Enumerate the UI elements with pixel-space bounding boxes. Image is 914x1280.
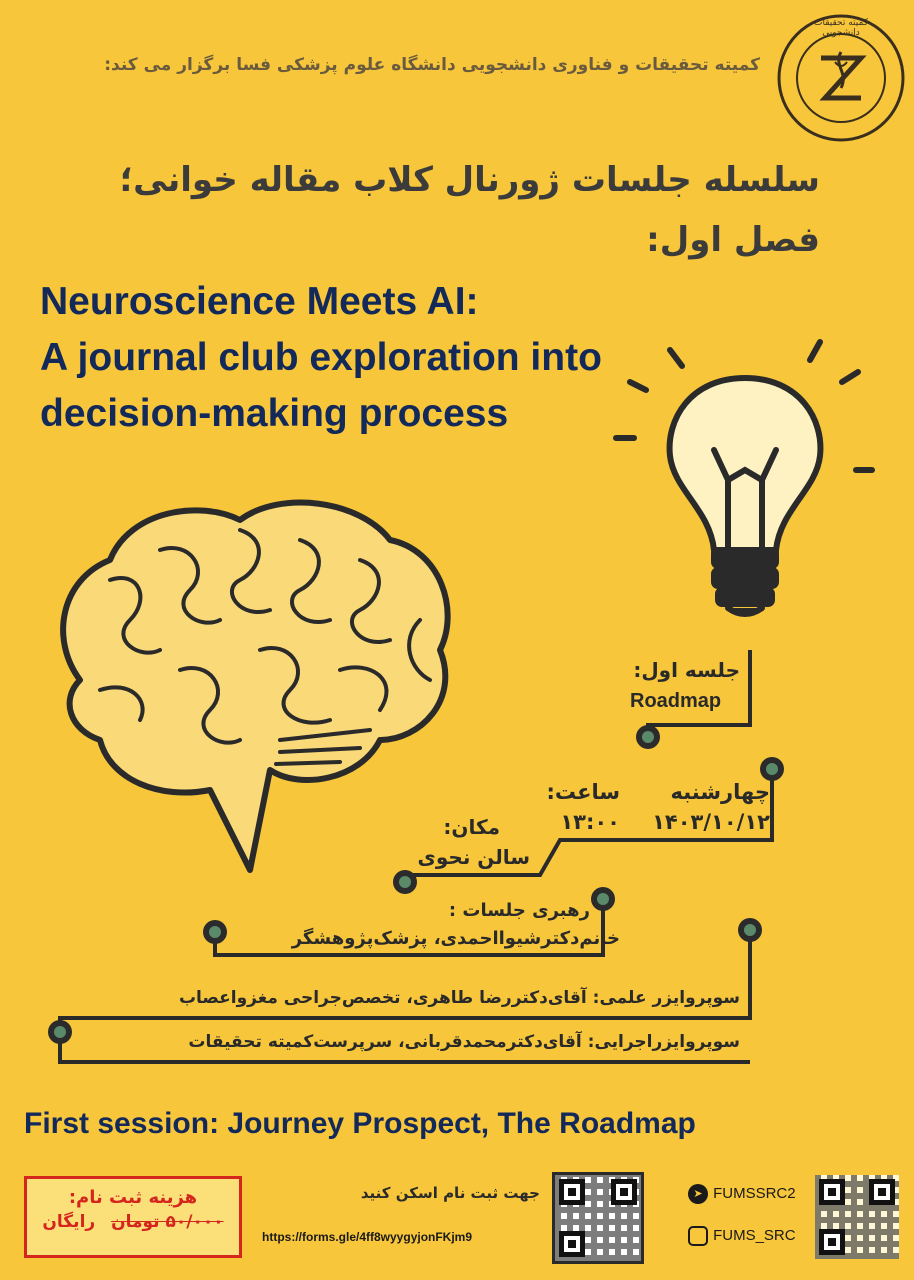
registration-url[interactable]: https://forms.gle/4ff8wyygyjonFKjm9 xyxy=(262,1230,473,1244)
fee-free: رایگان xyxy=(42,1212,96,1232)
executive-supervisor: سوپروایزراجرایی: آقای‌دکترمحمدقربانی، سرپرست‌کمیته تحقیقات xyxy=(188,1032,740,1052)
title-fa-line2: فصل اول: xyxy=(646,220,820,260)
fee-amount: ۵۰/۰۰۰ تومان xyxy=(111,1212,224,1232)
session-topic: Roadmap xyxy=(630,690,722,712)
instagram-handle: FUMS_SRC xyxy=(713,1227,796,1244)
scan-text: جهت ثبت نام اسکن کنید xyxy=(360,1184,540,1202)
telegram-row[interactable] xyxy=(688,1183,796,1205)
first-session-title: First session: Journey Prospect, The Roadmap xyxy=(24,1107,696,1140)
scientific-supervisor: سوپروایزر علمی: آقای‌دکتررضا طاهری، تخصص‌جراحی مغزواعصاب xyxy=(178,988,740,1008)
social-qr[interactable] xyxy=(812,1172,902,1262)
fee-box xyxy=(24,1176,242,1258)
session-place: سالن نحوی xyxy=(417,845,530,869)
telegram-icon: ➤ xyxy=(688,1184,708,1204)
place-label: مکان: xyxy=(443,815,500,839)
telegram-handle: FUMSSRC2 xyxy=(713,1185,796,1202)
session-date: ۱۴۰۳/۱۰/۱۲ xyxy=(652,810,770,834)
title-fa-line1: سلسله جلسات ژورنال کلاب مقاله خوانی؛ xyxy=(119,160,820,200)
committee-line: کمیته تحقیقات و فناوری دانشجویی دانشگاه علوم پزشکی فسا برگزار می کند: xyxy=(104,55,760,75)
logo-text: کمیته تحقیقات دانشجویی xyxy=(814,18,868,38)
time-label: ساعت: xyxy=(546,780,620,804)
session-label: جلسه اول: xyxy=(633,658,740,682)
instagram-row[interactable] xyxy=(688,1225,796,1247)
session-leader: خانم‌دکترشیوااحمدی، پزشک‌پژوهشگر xyxy=(291,928,620,949)
session-day: چهارشنبه xyxy=(670,780,770,804)
leader-label: رهبری جلسات : xyxy=(448,900,590,921)
circuit-node xyxy=(636,725,660,749)
fee-label: هزینه ثبت نام: xyxy=(68,1187,198,1208)
session-time: ۱۳:۰۰ xyxy=(560,810,620,834)
instagram-icon xyxy=(688,1226,708,1246)
title-en-line1: Neuroscience Meets AI: xyxy=(40,280,479,323)
circuit-node xyxy=(738,918,762,942)
title-en-line2: A journal club exploration into xyxy=(40,336,602,379)
title-en-line3: decision-making process xyxy=(40,392,509,435)
registration-qr[interactable] xyxy=(552,1172,644,1264)
circuit-node xyxy=(591,887,615,911)
circuit-node xyxy=(393,870,417,894)
circuit-node xyxy=(760,757,784,781)
fee-row xyxy=(27,1212,239,1232)
